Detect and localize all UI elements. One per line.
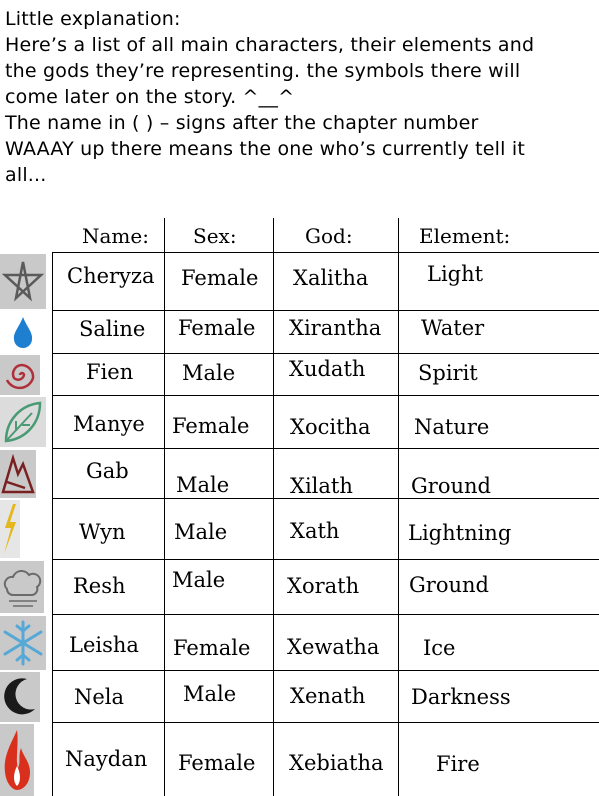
pentagram-icon — [0, 254, 46, 309]
character-sex: Male — [183, 682, 237, 706]
header-god: God: — [305, 224, 353, 248]
character-sex: Female — [181, 266, 259, 290]
character-name: Naydan — [65, 747, 148, 771]
character-element: Ice — [423, 636, 456, 660]
character-name: Fien — [86, 360, 134, 384]
intro-line: all... — [5, 164, 47, 186]
header-name: Name: — [82, 224, 149, 248]
character-table — [0, 218, 599, 796]
grid-line — [52, 722, 599, 723]
character-sex: Female — [178, 316, 256, 340]
grid-line — [52, 670, 599, 671]
character-god: Xewatha — [287, 635, 380, 659]
character-sex: Female — [173, 636, 251, 660]
snowflake-icon — [0, 616, 46, 670]
character-god: Xalitha — [293, 266, 369, 290]
character-element: Ground — [411, 474, 491, 498]
character-element: Fire — [436, 752, 480, 776]
intro-line: Here’s a list of all main characters, their elements and — [5, 34, 535, 56]
character-element: Water — [421, 316, 485, 340]
character-name: Resh — [73, 574, 126, 598]
grid-line — [52, 498, 599, 499]
character-element: Ground — [409, 573, 489, 597]
character-sex: Male — [176, 473, 230, 497]
character-name: Wyn — [79, 520, 126, 544]
grid-line — [52, 353, 599, 354]
character-name: Leisha — [69, 633, 139, 657]
grid-line — [273, 218, 274, 796]
grid-line — [52, 559, 599, 560]
character-element: Light — [427, 262, 484, 286]
leaf-icon — [0, 397, 46, 447]
character-name: Cheryza — [67, 264, 155, 288]
header-sex: Sex: — [193, 224, 237, 248]
water-drop-icon — [0, 312, 46, 352]
character-god: Xath — [290, 519, 340, 543]
grid-line — [398, 218, 399, 796]
cloud-icon — [0, 561, 44, 613]
character-god: Xilath — [290, 474, 353, 498]
spiral-icon — [0, 355, 40, 395]
grid-line — [164, 218, 165, 796]
header-element: Element: — [419, 224, 511, 248]
character-element: Lightning — [408, 521, 512, 545]
intro-text — [5, 6, 595, 188]
character-name: Gab — [86, 459, 129, 483]
grid-line — [52, 448, 599, 449]
intro-line: come later on the story. ^__^ — [5, 86, 295, 108]
character-sex: Female — [172, 414, 250, 438]
lightning-icon — [0, 500, 20, 558]
grid-line — [52, 310, 599, 311]
character-sex: Male — [182, 361, 236, 385]
character-god: Xirantha — [289, 316, 382, 340]
flame-icon — [0, 724, 34, 796]
character-god: Xudath — [289, 357, 366, 381]
character-element: Spirit — [418, 361, 478, 385]
grid-line — [52, 614, 599, 615]
character-name: Nela — [74, 685, 125, 709]
crescent-moon-icon — [0, 672, 40, 722]
intro-line: the gods they’re representing. the symbols there will — [5, 60, 521, 82]
character-god: Xocitha — [290, 415, 371, 439]
intro-line: Little explanation: — [5, 8, 181, 30]
grid-line — [52, 252, 599, 253]
character-sex: Male — [174, 520, 228, 544]
character-name: Saline — [79, 317, 146, 341]
character-god: Xenath — [290, 684, 366, 708]
intro-line: The name in ( ) – signs after the chapter number — [5, 112, 479, 134]
character-god: Xebiatha — [289, 751, 384, 775]
character-god: Xorath — [287, 574, 360, 598]
grid-line — [52, 252, 53, 796]
character-name: Manye — [73, 412, 145, 436]
character-sex: Male — [172, 568, 226, 592]
character-element: Nature — [414, 415, 490, 439]
intro-line: WAAAY up there means the one who’s currently tell it — [5, 138, 526, 160]
character-element: Darkness — [411, 685, 511, 709]
mountain-icon — [0, 450, 36, 498]
character-sex: Female — [178, 751, 256, 775]
grid-line — [52, 395, 599, 396]
